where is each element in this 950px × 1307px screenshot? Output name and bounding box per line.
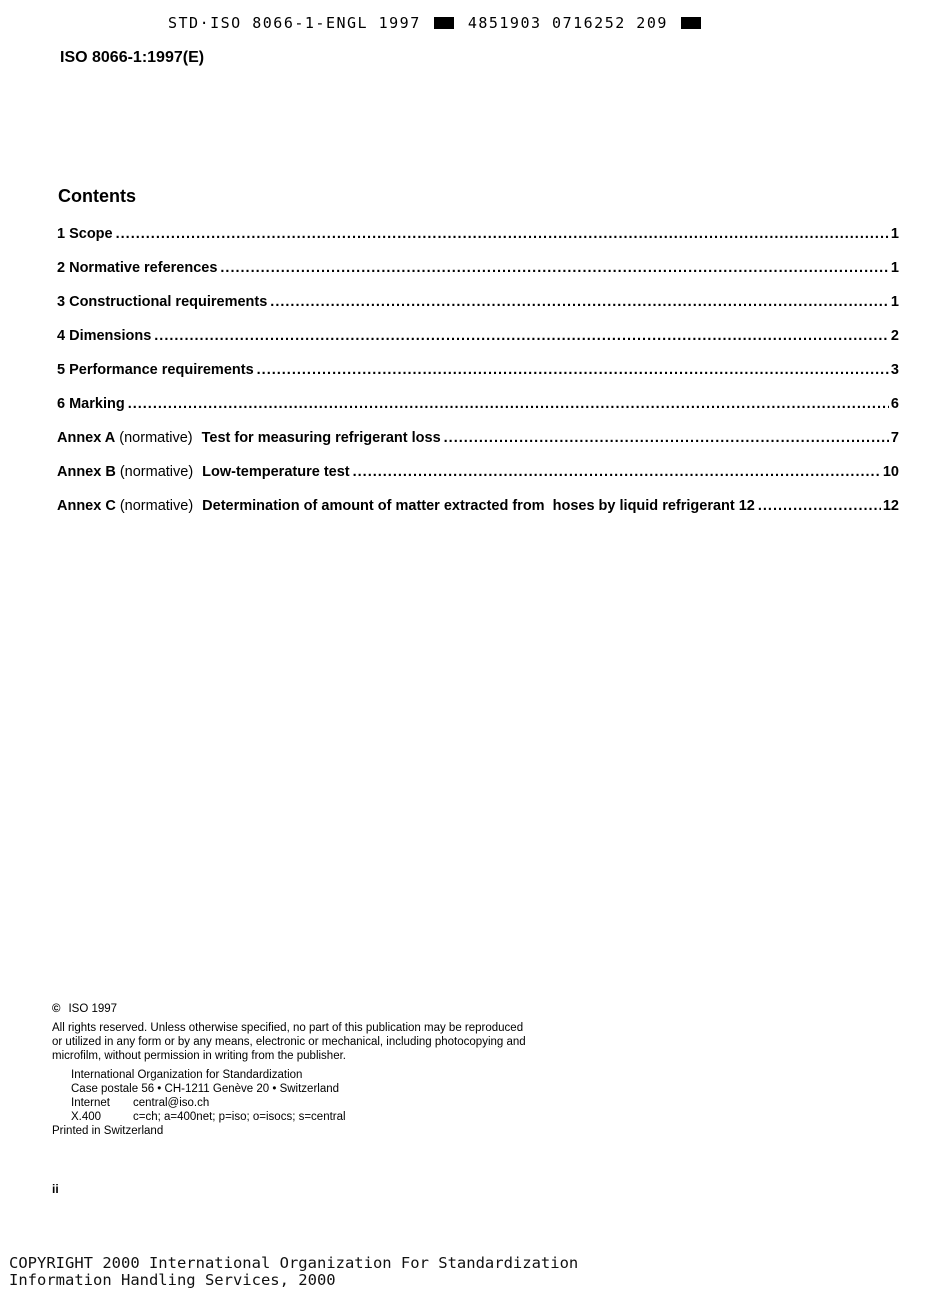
- page-number: ii: [52, 1182, 59, 1196]
- table-of-contents: [57, 226, 899, 532]
- toc-entry-page: 7: [890, 430, 899, 446]
- organization-name: International Organization for Standardization: [71, 1069, 303, 1081]
- dot-leader: [154, 328, 889, 344]
- copyright-symbol: ©: [52, 1003, 61, 1015]
- toc-annex-entry[interactable]: [57, 498, 899, 532]
- contents-title: Contents: [58, 186, 136, 206]
- toc-entry-label: 5 Performance requirements: [57, 362, 254, 378]
- dot-leader: [270, 294, 889, 310]
- annex-key: Annex B: [57, 464, 116, 480]
- internet-label: Internet: [71, 1097, 110, 1109]
- annex-title: Low-temperature test: [202, 464, 350, 480]
- toc-entry[interactable]: [57, 362, 899, 396]
- copyright-notice: [52, 1002, 612, 1138]
- scan-footer: [9, 1255, 578, 1289]
- toc-entry-page: 12: [882, 498, 899, 514]
- toc-annex-entry[interactable]: [57, 430, 899, 464]
- toc-entry-label: 3 Constructional requirements: [57, 294, 268, 310]
- dot-leader: [758, 498, 881, 514]
- annex-title: Determination of amount of matter extracted from hoses by liquid refrigerant 12: [202, 498, 755, 514]
- document-code-header: [168, 14, 704, 32]
- organization-address: Case postale 56 • CH-1211 Genève 20 • Switzerland: [71, 1083, 340, 1095]
- rights-text: microfilm, without permission in writing from the publisher.: [52, 1050, 346, 1062]
- toc-entry[interactable]: [57, 260, 899, 294]
- std-numbers: 4851903 0716252 209: [467, 14, 668, 32]
- redaction-block: [681, 17, 701, 29]
- annex-type: (normative): [119, 464, 194, 480]
- copyright-year-line: [52, 1002, 612, 1016]
- annex-key: Annex C: [57, 498, 116, 514]
- toc-entry-label: 4 Dimensions: [57, 328, 152, 344]
- dot-leader: [257, 362, 889, 378]
- internet-address: central@iso.ch: [133, 1097, 210, 1109]
- annex-title: Test for measuring refrigerant loss: [201, 430, 441, 446]
- footer-line: COPYRIGHT 2000 International Organization For Standardization: [9, 1254, 579, 1272]
- std-code: STD·ISO 8066-1-ENGL 1997: [168, 14, 421, 32]
- toc-entry-page: 1: [890, 294, 899, 310]
- printed-location: Printed in Switzerland: [52, 1125, 164, 1137]
- rights-text: All rights reserved. Unless otherwise specified, no part of this publication may be reproduced: [52, 1022, 524, 1034]
- toc-entry[interactable]: [57, 226, 899, 260]
- dot-leader: [128, 396, 889, 412]
- toc-entry-page: 6: [890, 396, 899, 412]
- toc-entry[interactable]: [57, 328, 899, 362]
- redaction-block: [434, 17, 454, 29]
- toc-entry[interactable]: [57, 396, 899, 430]
- toc-entry-label: 6 Marking: [57, 396, 125, 412]
- rights-text: or utilized in any form or by any means, electronic or mechanical, including photocopying and: [52, 1036, 526, 1048]
- dot-leader: [353, 464, 881, 480]
- toc-entry-page: 1: [890, 260, 899, 276]
- copyright-year: ISO 1997: [68, 1003, 118, 1015]
- toc-entry-label: 1 Scope: [57, 226, 113, 242]
- x400-address: c=ch; a=400net; p=iso; o=isocs; s=central: [133, 1111, 346, 1123]
- toc-entry[interactable]: [57, 294, 899, 328]
- dot-leader: [220, 260, 889, 276]
- toc-entry-page: 1: [890, 226, 899, 242]
- footer-line: Information Handling Services, 2000: [9, 1271, 336, 1289]
- x400-line: [52, 1110, 612, 1124]
- toc-entry-page: 2: [890, 328, 899, 344]
- x400-label: X.400: [71, 1111, 102, 1123]
- annex-type: (normative): [119, 430, 193, 446]
- dot-leader: [116, 226, 889, 242]
- toc-entry-page: 10: [882, 464, 899, 480]
- dot-leader: [444, 430, 889, 446]
- toc-annex-entry[interactable]: [57, 464, 899, 498]
- internet-line: [52, 1096, 612, 1110]
- toc-entry-label: 2 Normative references: [57, 260, 218, 276]
- annex-key: Annex A: [57, 430, 116, 446]
- annex-type: (normative): [119, 498, 194, 514]
- toc-entry-page: 3: [890, 362, 899, 378]
- document-id: ISO 8066-1:1997(E): [60, 49, 205, 66]
